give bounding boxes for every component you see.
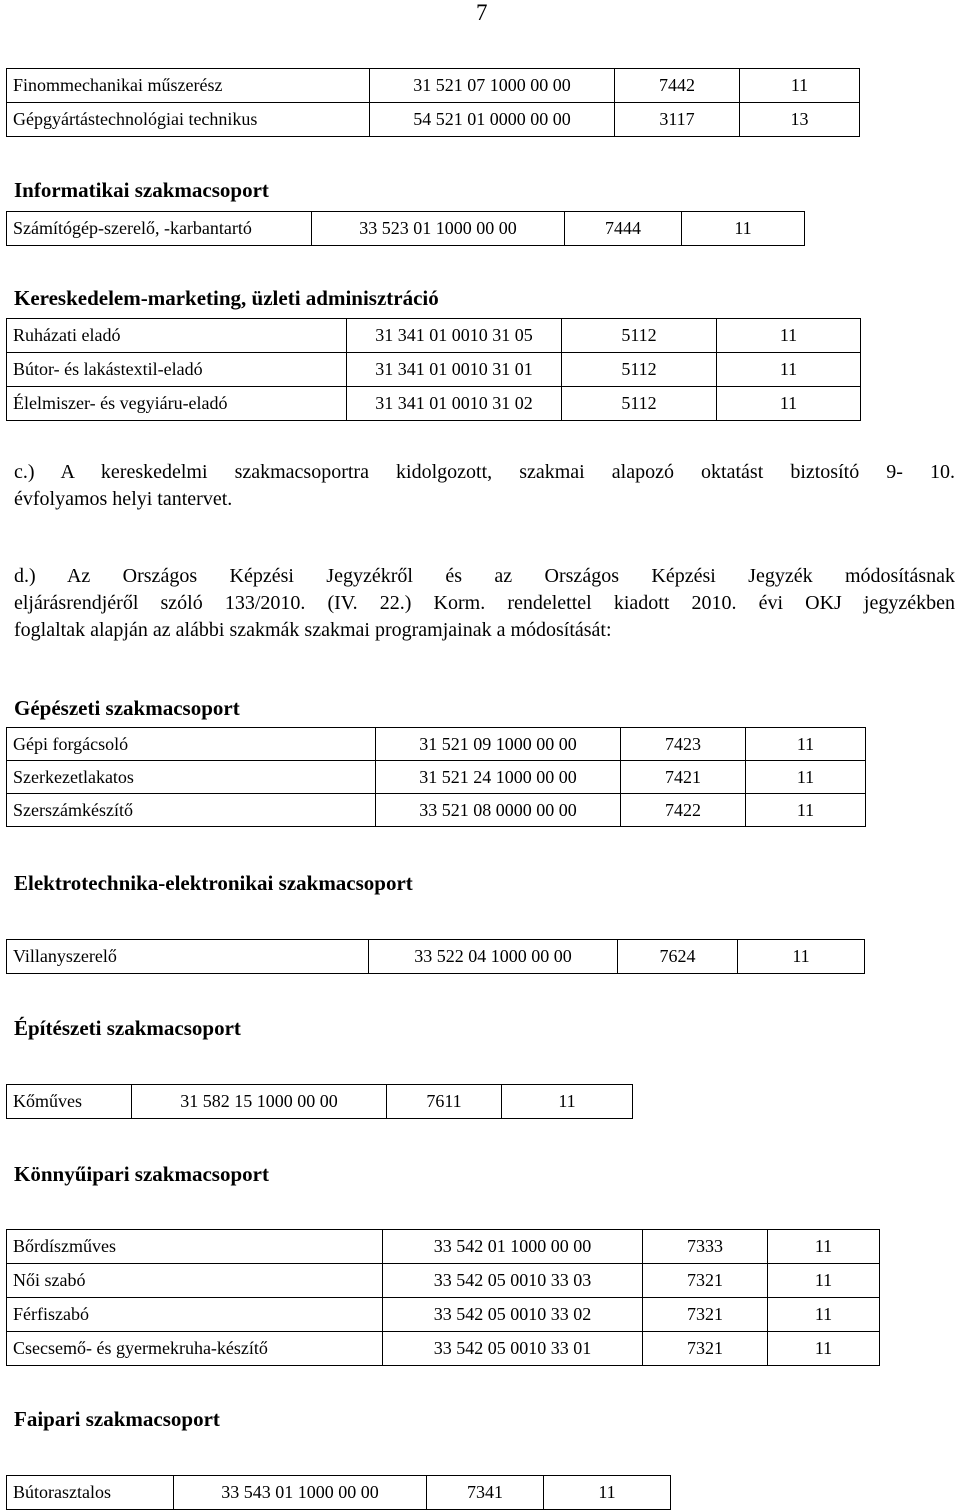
table-kereskedelem <box>6 318 861 421</box>
heading-gepeszet: Gépészeti szakmacsoport <box>14 696 240 720</box>
paragraph-c-line-1: c.) A kereskedelmi szakmacsoportra kidolgozott, szakmai alapozó oktatást biztosító 9- 10. <box>14 461 955 483</box>
table-row <box>7 1264 880 1298</box>
cell-feor-code: 7442 <box>615 69 740 103</box>
table-row <box>7 728 866 761</box>
cell-grade: 11 <box>768 1230 880 1264</box>
cell-feor-code: 5112 <box>562 319 717 353</box>
table-row <box>7 1332 880 1366</box>
cell-grade: 11 <box>740 69 860 103</box>
cell-okj-code: 31 582 15 1000 00 00 <box>132 1085 387 1119</box>
cell-grade: 11 <box>717 353 861 387</box>
cell-grade: 11 <box>738 940 865 974</box>
cell-grade: 11 <box>717 387 861 421</box>
paragraph-d <box>14 563 955 644</box>
table-konnyuipar <box>6 1229 880 1366</box>
cell-occupation: Gépi forgácsoló <box>7 728 376 761</box>
cell-okj-code: 31 341 01 0010 31 02 <box>347 387 562 421</box>
table-row <box>7 319 861 353</box>
cell-occupation: Férfiszabó <box>7 1298 383 1332</box>
heading-kereskedelem: Kereskedelem-marketing, üzleti adminisztráció <box>14 286 439 310</box>
heading-faipar: Faipari szakmacsoport <box>14 1407 220 1431</box>
cell-feor-code: 7421 <box>621 761 746 794</box>
table-informatika <box>6 211 805 246</box>
cell-occupation: Szerkezetlakatos <box>7 761 376 794</box>
table-row <box>7 794 866 827</box>
cell-occupation: Kőműves <box>7 1085 132 1119</box>
cell-okj-code: 33 542 05 0010 33 01 <box>383 1332 643 1366</box>
table-gepeszet <box>6 727 866 827</box>
cell-occupation: Bútorasztalos <box>7 1476 174 1510</box>
cell-feor-code: 7321 <box>643 1332 768 1366</box>
cell-grade: 11 <box>544 1476 671 1510</box>
cell-grade: 11 <box>746 794 866 827</box>
cell-grade: 11 <box>746 728 866 761</box>
cell-feor-code: 7423 <box>621 728 746 761</box>
cell-grade: 11 <box>768 1332 880 1366</box>
cell-feor-code: 5112 <box>562 387 717 421</box>
cell-occupation: Ruházati eladó <box>7 319 347 353</box>
cell-okj-code: 33 542 05 0010 33 02 <box>383 1298 643 1332</box>
cell-okj-code: 33 521 08 0000 00 00 <box>376 794 621 827</box>
cell-okj-code: 33 543 01 1000 00 00 <box>174 1476 427 1510</box>
cell-okj-code: 33 522 04 1000 00 00 <box>369 940 618 974</box>
paragraph-c <box>14 459 955 513</box>
cell-okj-code: 31 521 07 1000 00 00 <box>370 69 615 103</box>
cell-okj-code: 33 523 01 1000 00 00 <box>312 212 565 246</box>
cell-okj-code: 33 542 01 1000 00 00 <box>383 1230 643 1264</box>
paragraph-d-line-1: d.) Az Országos Képzési Jegyzékről és az Országos Képzési Jegyzék módosításnak <box>14 565 955 587</box>
table-row <box>7 940 865 974</box>
cell-okj-code: 54 521 01 0000 00 00 <box>370 103 615 137</box>
cell-feor-code: 7611 <box>387 1085 502 1119</box>
cell-feor-code: 7321 <box>643 1298 768 1332</box>
cell-occupation: Villanyszerelő <box>7 940 369 974</box>
table-row <box>7 1298 880 1332</box>
cell-okj-code: 31 341 01 0010 31 01 <box>347 353 562 387</box>
cell-occupation: Bőrdíszműves <box>7 1230 383 1264</box>
cell-grade: 11 <box>768 1298 880 1332</box>
cell-occupation: Szerszámkészítő <box>7 794 376 827</box>
table-row <box>7 1476 671 1510</box>
cell-occupation: Élelmiszer- és vegyiáru-eladó <box>7 387 347 421</box>
table-row <box>7 103 860 137</box>
table-row <box>7 761 866 794</box>
cell-occupation: Finommechanikai műszerész <box>7 69 370 103</box>
cell-okj-code: 31 521 24 1000 00 00 <box>376 761 621 794</box>
cell-grade: 11 <box>746 761 866 794</box>
cell-occupation: Számítógép-szerelő, -karbantartó <box>7 212 312 246</box>
paragraph-c-line-2: évfolyamos helyi tantervet. <box>14 488 233 510</box>
cell-grade: 13 <box>740 103 860 137</box>
cell-okj-code: 33 542 05 0010 33 03 <box>383 1264 643 1298</box>
cell-grade: 11 <box>717 319 861 353</box>
table-epiteszet <box>6 1084 633 1119</box>
paragraph-d-line-2: eljárásrendjéről szóló 133/2010. (IV. 22.) Korm. rendelettel kiadott 2010. évi OKJ jegyzékben <box>14 592 955 614</box>
paragraph-d-line-3: foglaltak alapján az alábbi szakmák szakmai programjainak a módosítását: <box>14 619 612 641</box>
table-row <box>7 387 861 421</box>
heading-informatika: Informatikai szakmacsoport <box>14 178 269 202</box>
heading-konnyuipar: Könnyűipari szakmacsoport <box>14 1162 269 1186</box>
page-number: 7 <box>476 0 488 25</box>
table-row <box>7 1085 633 1119</box>
cell-okj-code: 31 521 09 1000 00 00 <box>376 728 621 761</box>
cell-grade: 11 <box>682 212 805 246</box>
cell-okj-code: 31 341 01 0010 31 05 <box>347 319 562 353</box>
cell-occupation: Női szabó <box>7 1264 383 1298</box>
cell-feor-code: 3117 <box>615 103 740 137</box>
cell-feor-code: 5112 <box>562 353 717 387</box>
heading-elektro: Elektrotechnika-elektronikai szakmacsoport <box>14 871 413 895</box>
cell-grade: 11 <box>768 1264 880 1298</box>
table-mechanika <box>6 68 860 137</box>
cell-grade: 11 <box>502 1085 633 1119</box>
cell-feor-code: 7624 <box>618 940 738 974</box>
table-faipar <box>6 1475 671 1510</box>
table-row <box>7 212 805 246</box>
table-elektro <box>6 939 865 974</box>
table-row <box>7 353 861 387</box>
cell-feor-code: 7333 <box>643 1230 768 1264</box>
cell-feor-code: 7422 <box>621 794 746 827</box>
heading-epiteszet: Építészeti szakmacsoport <box>14 1016 241 1040</box>
cell-occupation: Csecsemő- és gyermekruha-készítő <box>7 1332 383 1366</box>
cell-feor-code: 7444 <box>565 212 682 246</box>
cell-occupation: Gépgyártástechnológiai technikus <box>7 103 370 137</box>
cell-occupation: Bútor- és lakástextil-eladó <box>7 353 347 387</box>
table-row <box>7 69 860 103</box>
table-row <box>7 1230 880 1264</box>
cell-feor-code: 7341 <box>427 1476 544 1510</box>
cell-feor-code: 7321 <box>643 1264 768 1298</box>
